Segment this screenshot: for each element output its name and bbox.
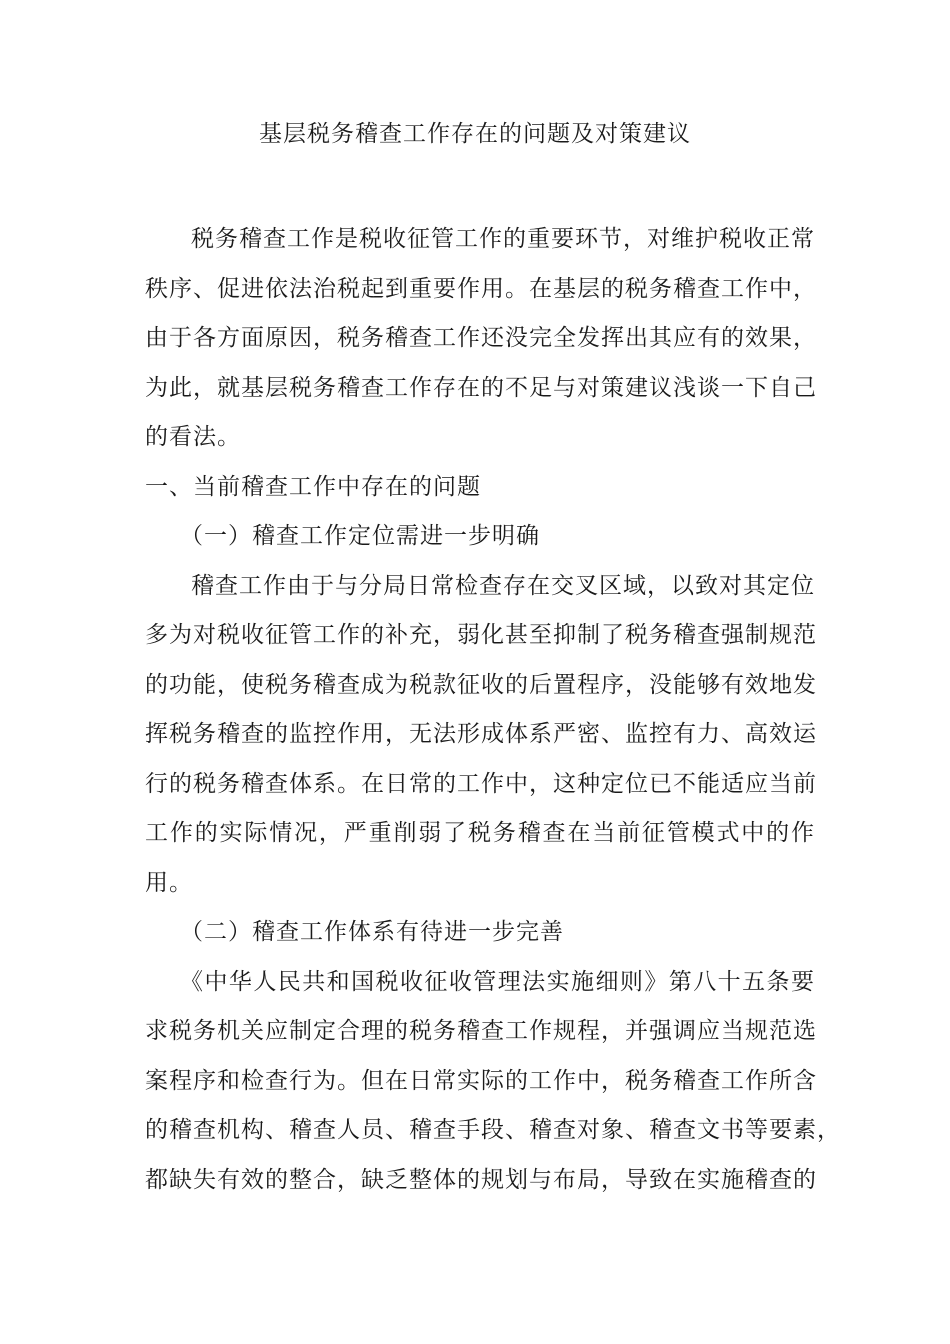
text-line: 税务稽查工作是税收征管工作的重要环节，对维护税收正常 <box>191 226 815 252</box>
text-line: 求税务机关应制定合理的税务稽查工作规程，并强调应当规范选 <box>145 1018 817 1044</box>
subsection-heading-positioning <box>145 512 815 562</box>
text-line: 用。 <box>145 869 193 896</box>
section-heading-problems <box>145 463 815 513</box>
text-line: 案程序和检查行为。但在日常实际的工作中，税务稽查工作所含 <box>145 1067 817 1094</box>
paragraph-positioning <box>145 562 815 909</box>
text-line: 工作的实际情况，严重削弱了税务稽查在当前征管模式中的作 <box>145 820 815 846</box>
text-line: 由于各方面原因，税务稽查工作还没完全发挥出其应有的效果， <box>145 325 817 351</box>
paragraph-system <box>145 958 841 1206</box>
text-line: 行的税务稽查体系。在日常的工作中，这种定位已不能适应当前 <box>145 770 817 797</box>
text-line: （二）稽查工作体系有待进一步完善 <box>180 919 564 945</box>
paragraph-intro <box>145 215 815 463</box>
text-line: 的功能，使税务稽查成为税款征收的后置程序，没能够有效地发 <box>145 671 817 698</box>
subsection-heading-system <box>145 908 815 958</box>
text-line: 的稽查机构、稽查人员、稽查手段、稽查对象、稽查文书等要素， <box>145 1117 841 1143</box>
text-line: （一）稽查工作定位需进一步明确 <box>180 523 540 549</box>
text-line: 《中华人民共和国税收征收管理法实施细则》第八十五条要 <box>180 968 815 995</box>
text-line: 秩序、促进依法治税起到重要作用。在基层的税务稽查工作中， <box>145 275 817 302</box>
document-title: 基层税务稽查工作存在的问题及对策建议 <box>259 121 691 147</box>
document-body <box>145 215 841 1205</box>
text-line: 都缺失有效的整合，缺乏整体的规划与布局，导致在实施稽查的 <box>145 1166 817 1193</box>
text-line: 挥税务稽查的监控作用，无法形成体系严密、监控有力、高效运 <box>145 721 817 747</box>
text-line: 一、当前稽查工作中存在的问题 <box>145 473 481 500</box>
text-line: 多为对税收征管工作的补充，弱化甚至抑制了税务稽查强制规范 <box>145 622 817 648</box>
text-line: 稽查工作由于与分局日常检查存在交叉区域，以致对其定位 <box>191 572 815 599</box>
text-line: 为此，就基层税务稽查工作存在的不足与对策建议浅谈一下自己 <box>145 374 817 401</box>
text-line: 的看法。 <box>145 424 241 450</box>
